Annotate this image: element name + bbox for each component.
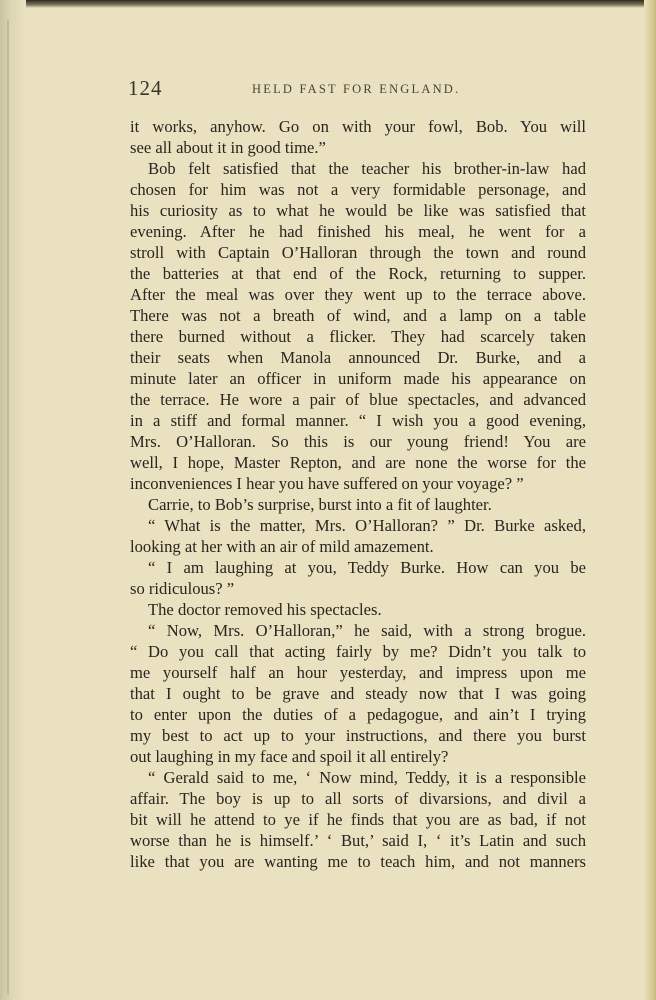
text-line: stroll with Captain O’Halloran through the town and round [130,243,586,262]
text-line: the batteries at that end of the Rock, returning to supper. [130,264,586,283]
text-line: affair. The boy is up to all sorts of divarsions, and divil a [130,789,586,808]
text-line: bit will he attend to ye if he finds that you are as bad, if not [130,810,586,829]
spine-shadow [0,0,26,1000]
text-line: in a stiff and formal manner. “ I wish you a good evening, [130,411,586,430]
text-line: Carrie, to Bob’s surprise, burst into a fit of laughter. [148,495,492,514]
text-line: Bob felt satisfied that the teacher his brother-in-law had [148,159,586,178]
text-line: like that you are wanting me to teach him, and not manners [130,852,586,871]
text-line: see all about it in good time.” [130,138,326,157]
text-line: me yourself half an hour yesterday, and impress upon me [130,663,586,682]
text-line: that I ought to be grave and steady now that I was going [130,684,586,703]
text-line: “ Now, Mrs. O’Halloran,” he said, with a strong brogue. [148,621,586,640]
text-line: my best to act up to your instructions, and there you burst [130,726,586,745]
text-line: “ Do you call that acting fairly by me? Didn’t you talk to [130,642,586,661]
running-title: HELD FAST FOR ENGLAND. [252,82,461,96]
text-line: the terrace. He wore a pair of blue spectacles, and advanced [130,390,586,409]
page-header [128,74,586,104]
text-line: There was not a breath of wind, and a lamp on a table [130,306,586,325]
body-text [130,116,586,872]
text-line: The doctor removed his spectacles. [148,600,382,619]
text-line: worse than he is himself.’ ‘ But,’ said I, ‘ it’s Latin and such [130,831,586,850]
text-line: “ Gerald said to me, ‘ Now mind, Teddy, it is a responsible [148,768,586,787]
text-line: “ I am laughing at you, Teddy Burke. How can you be [148,558,586,577]
text-line: looking at her with an air of mild amazement. [130,537,434,556]
text-line: minute later an officer in uniform made his appearance on [130,369,586,388]
text-line: chosen for him was not a very formidable personage, and [130,180,586,199]
text-line: it works, anyhow. Go on with your fowl, Bob. You will [130,117,586,136]
text-line: their seats when Manola announced Dr. Burke, and a [130,348,586,367]
text-line: “ What is the matter, Mrs. O’Halloran? ” Dr. Burke asked, [148,516,586,535]
text-line: his curiosity as to what he would be like was satisfied that [130,201,586,220]
text-line: After the meal was over they went up to the terrace above. [130,285,586,304]
page-number: 124 [128,76,163,100]
text-line: Mrs. O’Halloran. So this is our young friend! You are [130,432,586,451]
text-line: so ridiculous? ” [130,579,235,598]
page-top-edge [0,0,656,8]
page-right-edge [644,0,656,1000]
text-line: to enter upon the duties of a pedagogue, and ain’t I trying [130,705,586,724]
text-line: there burned without a flicker. They had scarcely taken [130,327,586,346]
text-line: evening. After he had finished his meal, he went for a [130,222,586,241]
text-line: well, I hope, Master Repton, and are none the worse for the [130,453,586,472]
text-line: inconveniences I hear you have suffered on your voyage? ” [130,474,524,493]
spine-line [7,20,9,995]
text-line: out laughing in my face and spoil it all entirely? [130,747,449,766]
